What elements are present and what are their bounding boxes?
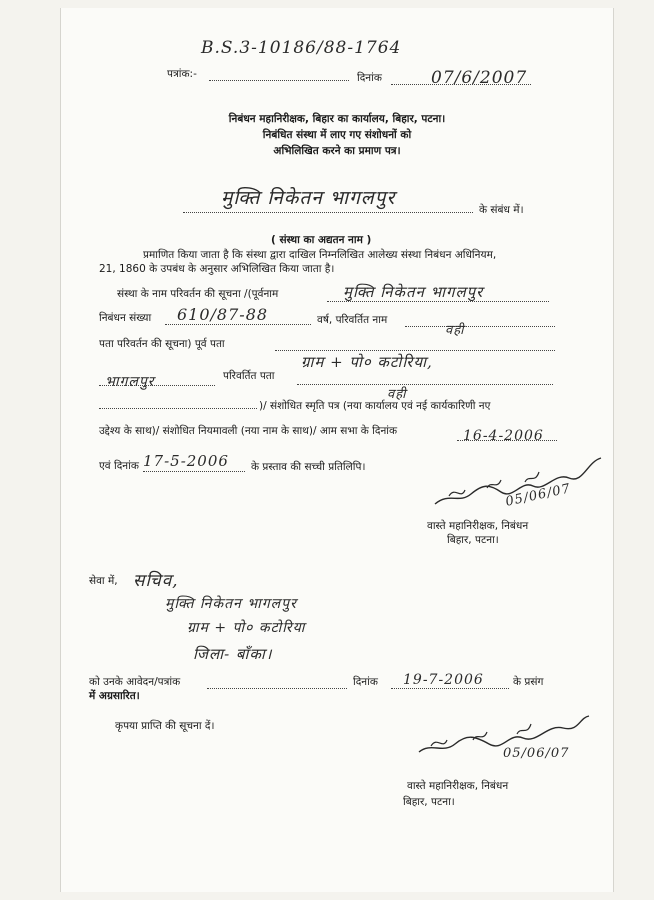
previous-name: मुक्ति निकेतन भागलपुर [343,283,484,301]
reg-no-line [165,324,311,325]
office-line-1: निबंधन महानिरीक्षक, बिहार का कार्यालय, बिहार, पटना। [228,113,446,125]
forward-date-line [391,688,509,689]
forward-date-label: दिनांक [353,676,378,688]
signature-1-line-2: बिहार, पटना। [447,534,499,546]
meeting-date: 16-4-2006 [463,428,544,444]
signature-1-line-1: वास्ते महानिरीक्षक, निबंधन [427,520,529,532]
changed-name: वही [445,323,465,338]
signature-2-date: 05/06/07 [503,746,570,761]
resolution-label: के प्रस्ताव की सच्ची प्रतिलिपि। [251,461,366,473]
name-change-label: संस्था के नाम परिवर्तन की सूचना /(पूर्वनाम [117,288,279,300]
changed-addr-label: परिवर्तित पता [223,370,275,382]
and-date-label: एवं दिनांक [99,460,139,472]
memo-label: )/ संशोधित स्मृति पत्र (नया कार्यालय एवं नई कार्यकारिणी नए [259,400,491,412]
recipient-line-4: जिला- बाँका। [193,645,273,663]
seva-label: सेवा में, [89,575,118,587]
previous-name-line [327,301,549,302]
patrank-line [209,80,349,81]
reg-no-label: निबंधन संख्या [99,312,152,324]
certify-line-2: 21, 1860 के उपबंध के अनुसार अभिलिखित किया जाता है। [99,263,335,275]
header-date: 07/6/2007 [431,68,528,88]
recipient-line-2: मुक्ति निकेतन भागलपुर [165,596,297,612]
recipient-line-3: ग्राम + पो० कटोरिया [187,620,306,636]
rules-label: उद्देश्य के साथ)/ संशोधित नियमावली (नया नाम के साथ)/ आम सभा के दिनांक [99,425,398,437]
memo-prefix-line [99,408,257,409]
forward-ref-label: को उनके आवेदन/पत्रांक [89,676,181,688]
previous-address: ग्राम + पो० कटोरिया, [301,353,433,371]
address-label: पता परिवर्तन की सूचना) पूर्व पता [99,338,225,350]
forward-ref-line [207,688,347,689]
signature-2-line-1: वास्ते महानिरीक्षक, निबंधन [407,780,509,792]
patrank-label: पत्रांक:- [167,68,197,80]
prev-address-line [275,350,555,351]
acknowledge-label: कृपया प्राप्ति की सूचना दें। [115,720,215,732]
reference-number: B.S.3-10186/88-1764 [201,38,402,58]
signature-2-line-2: बिहार, पटना। [403,796,455,808]
certify-line-1: प्रमाणित किया जाता है कि संस्था द्वारा दाखिल निम्नलिखित आलेख्य संस्था निबंधन अधिनियम, [143,249,497,261]
certificate-page [60,8,614,892]
forwarded-label: में अग्रसारित। [89,690,140,702]
society-name: मुक्ति निकेतन भागलपुर [221,187,396,209]
resolution-date: 17-5-2006 [143,452,229,470]
resolution-date-line [143,471,245,472]
office-line-3: अभिलिखित करने का प्रमाण पत्र। [273,145,401,157]
previous-address-2: भागलपुर [105,374,155,390]
signature-1-date: 05/06/07 [504,481,573,510]
society-caption: ( संस्था का अद्यतन नाम ) [271,234,372,246]
society-name-line [183,212,473,213]
changed-address-line [297,384,553,385]
changed-name-line [405,326,555,327]
recipient-line-1: सचिव, [133,571,179,591]
meeting-date-line [457,440,557,441]
office-line-2: निबंधित संस्था में लाए गए संशोधनों को [262,129,412,141]
changed-address: वही [387,387,407,402]
society-suffix: के संबंध में। [479,204,524,216]
forward-context-label: के प्रसंग [513,676,544,688]
forward-date: 19-7-2006 [403,672,484,688]
dinank-label: दिनांक [357,72,382,84]
year-label: वर्ष, परिवर्तित नाम [317,314,388,326]
registration-number: 610/87-88 [177,305,269,324]
